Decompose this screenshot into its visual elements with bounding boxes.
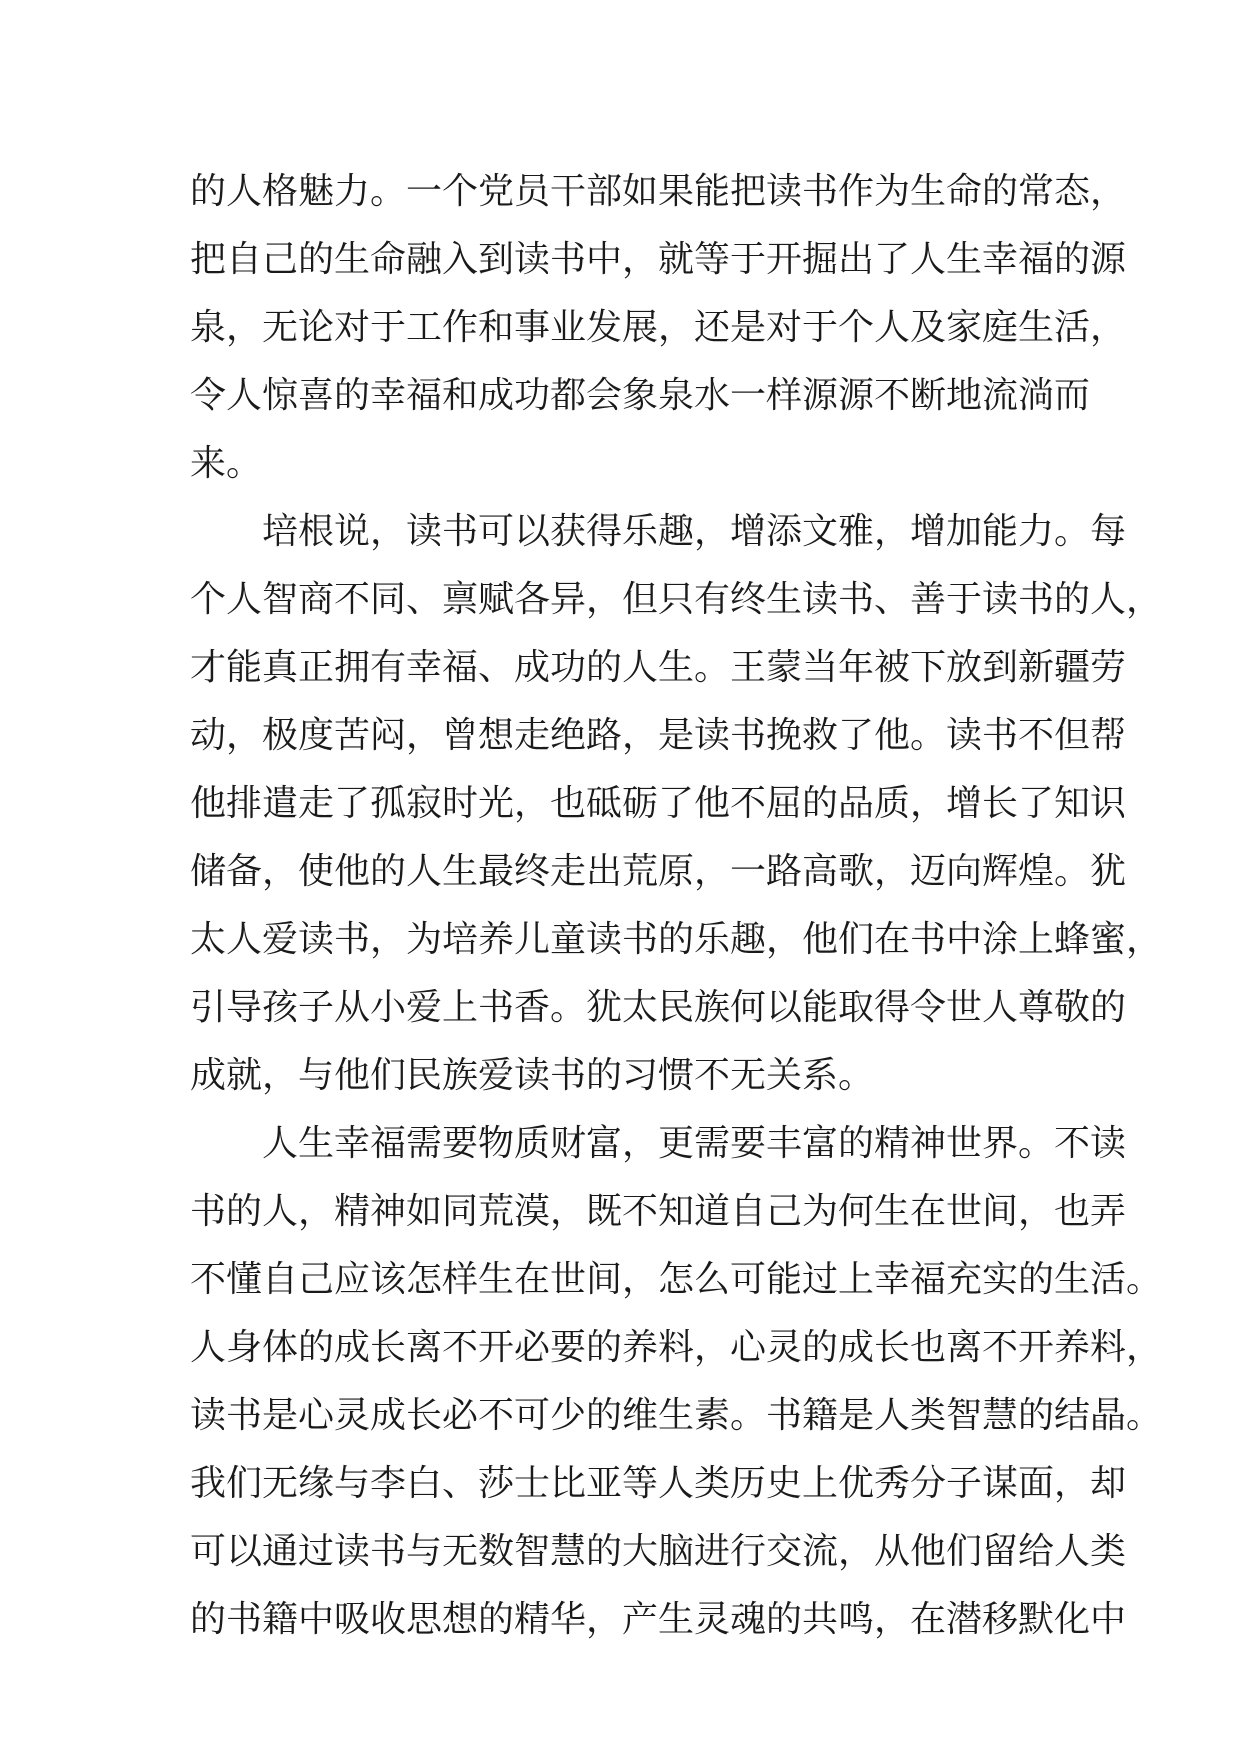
text-line: 令人惊喜的幸福和成功都会象泉水一样源源不断地流淌而 <box>190 375 1091 416</box>
text-line: 把自己的生命融入到读书中，就等于开掘出了人生幸福的源 <box>190 239 1127 280</box>
text-line: 可以通过读书与无数智慧的大脑进行交流，从他们留给人类 <box>190 1531 1127 1572</box>
text-line: 个人智商不同、禀赋各异，但只有终生读书、善于读书的人， <box>190 579 1163 620</box>
text-line: 太人爱读书，为培养儿童读书的乐趣，他们在书中涂上蜂蜜， <box>190 919 1163 960</box>
text-line: 书的人，精神如同荒漠，既不知道自己为何生在世间，也弄 <box>190 1191 1127 1232</box>
text-line: 引导孩子从小爱上书香。犹太民族何以能取得令世人尊敬的 <box>190 987 1127 1028</box>
paragraph-first-line: 培根说，读书可以获得乐趣，增添文雅，增加能力。每 <box>262 511 1127 552</box>
text-line: 不懂自己应该怎样生在世间，怎么可能过上幸福充实的生活。 <box>190 1259 1163 1300</box>
text-line: 他排遣走了孤寂时光，也砥砺了他不屈的品质，增长了知识 <box>190 783 1127 824</box>
text-line: 泉，无论对于工作和事业发展，还是对于个人及家庭生活， <box>190 307 1127 348</box>
body-text <box>190 158 1163 1654</box>
paragraph-first-line: 人生幸福需要物质财富，更需要丰富的精神世界。不读 <box>262 1123 1127 1164</box>
text-line: 的书籍中吸收思想的精华，产生灵魂的共鸣，在潜移默化中 <box>190 1599 1127 1640</box>
text-line: 储备，使他的人生最终走出荒原，一路高歌，迈向辉煌。犹 <box>190 851 1127 892</box>
text-line: 的人格魅力。一个党员干部如果能把读书作为生命的常态， <box>190 171 1127 212</box>
text-line: 我们无缘与李白、莎士比亚等人类历史上优秀分子谋面，却 <box>190 1463 1127 1504</box>
text-line: 动，极度苦闷，曾想走绝路，是读书挽救了他。读书不但帮 <box>190 715 1127 756</box>
text-line: 人身体的成长离不开必要的养料，心灵的成长也离不开养料， <box>190 1327 1163 1368</box>
text-line: 成就，与他们民族爱读书的习惯不无关系。 <box>190 1055 875 1096</box>
text-line: 来。 <box>190 443 263 484</box>
text-line: 读书是心灵成长必不可少的维生素。书籍是人类智慧的结晶。 <box>190 1395 1163 1436</box>
text-line: 才能真正拥有幸福、成功的人生。王蒙当年被下放到新疆劳 <box>190 647 1127 688</box>
